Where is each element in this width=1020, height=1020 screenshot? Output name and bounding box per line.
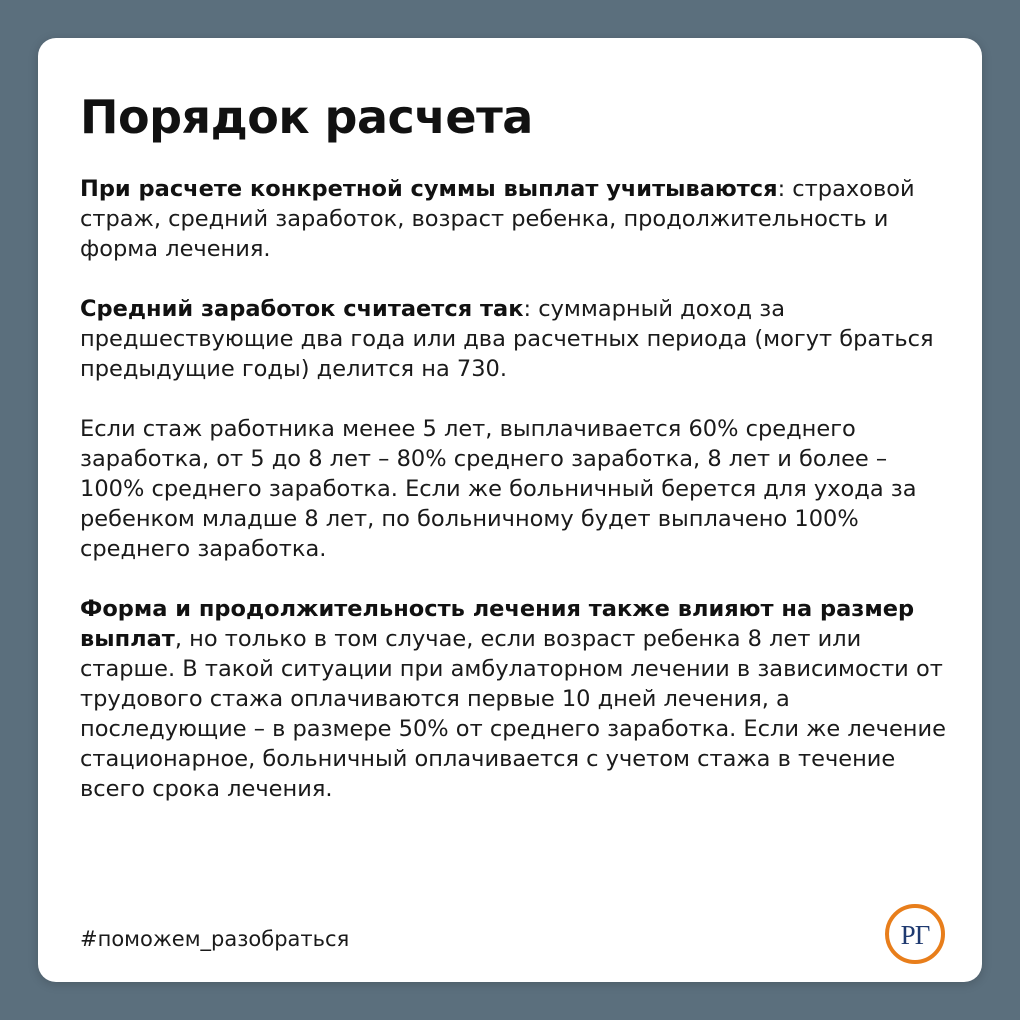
paragraph-treatment-text: , но только в том случае, если возраст ребенка 8 лет или старше. В такой ситуации при амбулаторном лечении в зависимости от трудового стажа оплачиваются первые 10 дней лечения, а последующие – в размере 50% от среднего заработка. Если же лечение стационарное, больничный оплачивается с учетом стажа в течение всего срока лечения.	[80, 626, 946, 802]
article-body	[80, 174, 950, 834]
paragraph-average-earnings	[80, 294, 950, 384]
paragraph-experience	[80, 414, 950, 564]
hashtag-label: #поможем_разобраться	[80, 927, 350, 951]
paragraph-average-earnings-text: : суммарный доход за предшествующие два года или два расчетных периода (могут браться предыдущие годы) делится на 730.	[80, 296, 934, 382]
paragraph-average-earnings-lead: Средний заработок считается так	[80, 296, 524, 322]
paragraph-treatment-lead: Форма и продолжительность лечения также влияют на размер выплат	[80, 596, 915, 652]
paragraph-experience-text: Если стаж работника менее 5 лет, выплачивается 60% среднего заработка, от 5 до 8 лет – 80% среднего заработка, 8 лет и более – 100% среднего заработка. Если же больничный берется для ухода за ребенком младше 8 лет, по больничному будет выплачено 100% среднего заработка.	[80, 416, 917, 562]
rg-logo-text: РГ	[900, 919, 930, 950]
paragraph-factors	[80, 174, 950, 264]
page-title: Порядок расчета	[80, 90, 533, 144]
paragraph-treatment	[80, 594, 950, 804]
info-card	[38, 38, 982, 982]
paragraph-factors-lead: При расчете конкретной суммы выплат учитываются	[80, 176, 778, 202]
paragraph-factors-text: : страховой страж, средний заработок, возраст ребенка, продолжительность и форма лечения.	[80, 176, 915, 262]
rg-logo	[885, 904, 945, 964]
